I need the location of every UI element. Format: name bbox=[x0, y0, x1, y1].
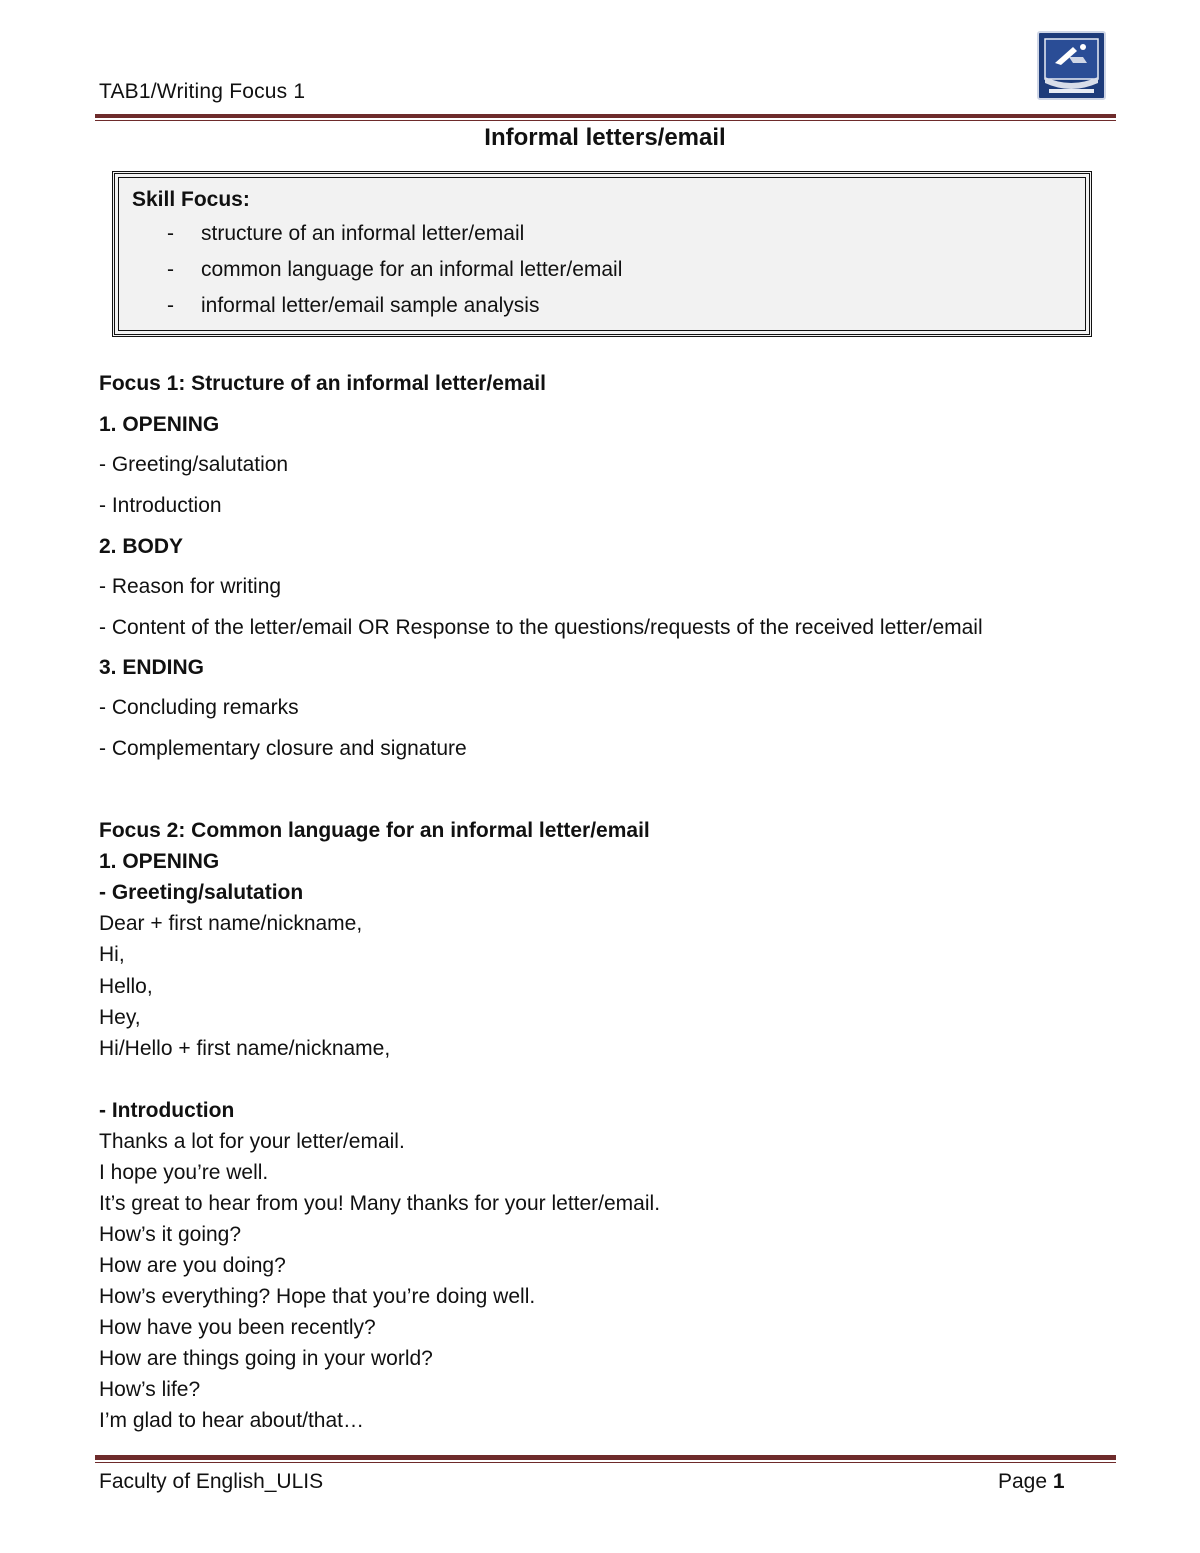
focus1-body-heading: 2. BODY bbox=[99, 535, 184, 558]
focus1-list-item: - Complementary closure and signature bbox=[99, 737, 467, 760]
footer-left-text: Faculty of English_ULIS bbox=[99, 1470, 324, 1493]
introduction-line: How’s everything? Hope that you’re doing well. bbox=[99, 1285, 536, 1308]
focus1-list-item: - Content of the letter/email OR Response to the questions/requests of the received letter/email bbox=[99, 616, 983, 639]
skill-focus-heading: Skill Focus: bbox=[132, 188, 250, 211]
focus1-heading: Focus 1: Structure of an informal letter/email bbox=[99, 372, 546, 395]
focus2-opening-heading: 1. OPENING bbox=[99, 850, 220, 873]
introduction-line: How’s life? bbox=[99, 1378, 201, 1401]
footer-rule bbox=[95, 1455, 1116, 1460]
greeting-line: Hello, bbox=[99, 975, 153, 998]
greeting-line: Hey, bbox=[99, 1006, 141, 1029]
skill-focus-box bbox=[112, 171, 1092, 337]
focus1-list-item: - Concluding remarks bbox=[99, 696, 299, 719]
introduction-line: It’s great to hear from you! Many thanks for your letter/email. bbox=[99, 1192, 661, 1215]
skill-focus-item: - informal letter/email sample analysis bbox=[167, 294, 540, 317]
greeting-line: Hi/Hello + first name/nickname, bbox=[99, 1037, 391, 1060]
greeting-line: Hi, bbox=[99, 943, 125, 966]
focus1-ending-heading: 3. ENDING bbox=[99, 656, 205, 679]
university-logo bbox=[1037, 31, 1106, 100]
introduction-line: Thanks a lot for your letter/email. bbox=[99, 1130, 405, 1153]
introduction-line: How’s it going? bbox=[99, 1223, 242, 1246]
header-rule bbox=[95, 114, 1116, 118]
focus1-opening-heading: 1. OPENING bbox=[99, 413, 220, 436]
focus2-heading: Focus 2: Common language for an informal letter/email bbox=[99, 819, 650, 842]
document-title: Informal letters/email bbox=[484, 124, 726, 151]
footer-rule-thin bbox=[95, 1462, 1116, 1463]
skill-focus-item: - common language for an informal letter/email bbox=[167, 258, 623, 281]
introduction-line: How are you doing? bbox=[99, 1254, 286, 1277]
introduction-heading: - Introduction bbox=[99, 1099, 235, 1122]
header-left-text: TAB1/Writing Focus 1 bbox=[99, 80, 306, 103]
page-number: Page 1 bbox=[998, 1470, 1065, 1493]
header-rule-thin bbox=[95, 120, 1116, 121]
focus1-list-item: - Reason for writing bbox=[99, 575, 282, 598]
focus1-list-item: - Introduction bbox=[99, 494, 222, 517]
introduction-line: How have you been recently? bbox=[99, 1316, 376, 1339]
greeting-line: Dear + first name/nickname, bbox=[99, 912, 363, 935]
introduction-line: I’m glad to hear about/that… bbox=[99, 1409, 364, 1432]
greeting-heading: - Greeting/salutation bbox=[99, 881, 304, 904]
skill-focus-item: - structure of an informal letter/email bbox=[167, 222, 525, 245]
introduction-line: How are things going in your world? bbox=[99, 1347, 433, 1370]
focus1-list-item: - Greeting/salutation bbox=[99, 453, 289, 476]
introduction-line: I hope you’re well. bbox=[99, 1161, 269, 1184]
